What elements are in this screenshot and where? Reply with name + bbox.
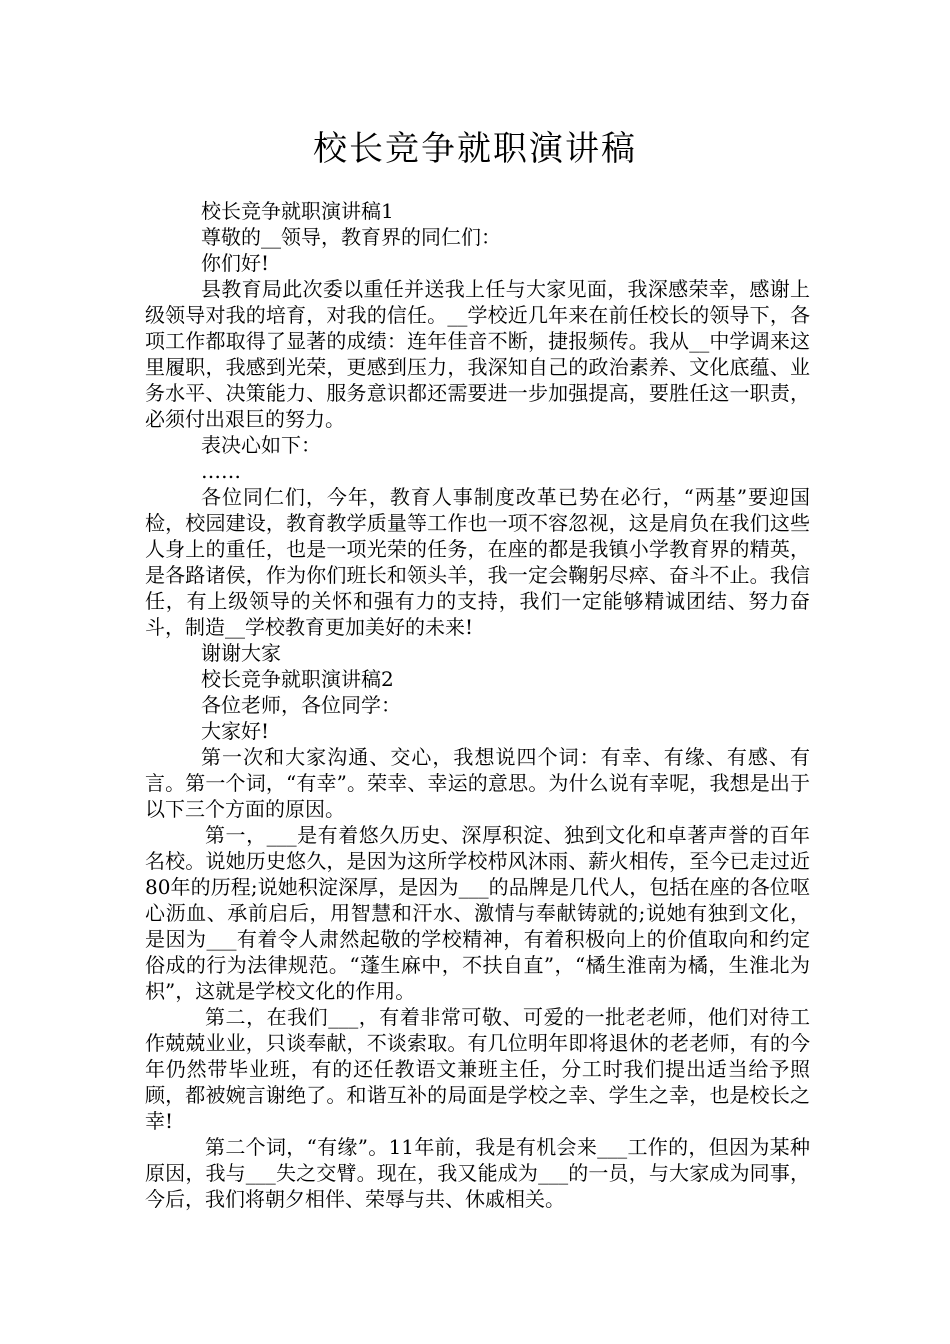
salutation: 尊敬的__领导，教育界的同仁们： [201, 225, 501, 249]
resolution-intro: 表决心如下： [201, 433, 321, 457]
body-paragraph: 县教育局此次委以重任并送我上任与大家见面，我深感荣幸，感谢上级领导对我的培育，对我的信任。__学校近几年来在前任校长的领导下，各项工作都取得了显著的成绩：连年佳音不断，捷报频传。我从__中学调来这里履职，我感到光荣，更感到压力，我深知自己的政治素养、文化底蕴、业务水平、决策能力、服务意识都还需要进一步加强提高，要胜任这一职责，必须付出艰巨的努力。 [145, 277, 810, 431]
body-paragraph: 第一次和大家沟通、交心，我想说四个词：有幸、有缘、有感、有言。第一个词，“有幸”。荣幸、幸运的意思。为什么说有幸呢，我想是出于以下三个方面的原因。 [145, 745, 810, 821]
document-body [145, 198, 810, 1212]
ellipsis: …… [201, 459, 241, 483]
body-paragraph: 各位同仁们，今年，教育人事制度改革已势在必行，“两基”要迎国检，校园建设，教育教学质量等工作也一项不容忽视，这是肩负在我们这些人身上的重任，也是一项光荣的任务，在座的都是我镇小学教育界的精英，是各路诸侯，作为你们班长和领头羊，我一定会鞠躬尽瘁、奋斗不止。我信任，有上级领导的关怀和强有力的支持，我们一定能够精诚团结、努力奋斗，制造__学校教育更加美好的未来! [145, 485, 810, 639]
body-paragraph: 第二，在我们___，有着非常可敬、可爱的一批老老师，他们对待工作兢兢业业，只谈奉献，不谈索取。有几位明年即将退休的老老师，有的今年仍然带毕业班，有的还任教语文兼班主任，分工时我们提出适当给予照顾，都被婉言谢绝了。和谐互补的局面是学校之幸、学生之幸，也是校长之幸! [145, 1005, 810, 1133]
closing-thanks: 谢谢大家 [201, 641, 281, 665]
speech-2-heading: 校长竞争就职演讲稿2 [201, 667, 394, 691]
body-paragraph: 第二个词，“有缘”。11年前，我是有机会来___工作的，但因为某种原因，我与___失之交臂。现在，我又能成为___的一员，与大家成为同事，今后，我们将朝夕相伴、荣辱与共、休戚相关。 [145, 1135, 810, 1211]
salutation: 各位老师，各位同学： [201, 693, 401, 717]
body-paragraph: 第一，___是有着悠久历史、深厚积淀、独到文化和卓著声誉的百年名校。说她历史悠久，是因为这所学校栉风沐雨、薪火相传，至今已走过近80年的历程;说她积淀深厚，是因为___的品牌是几代人，包括在座的各位呕心沥血、承前启后，用智慧和汗水、激情与奉献铸就的;说她有独到文化，是因为___有着令人肃然起敬的学校精神，有着积极向上的价值取向和约定俗成的行为法律规范。“蓬生麻中，不扶自直”，“橘生淮南为橘，生淮北为枳”，这就是学校文化的作用。 [145, 823, 810, 1003]
greeting: 大家好! [201, 719, 270, 743]
speech-1-heading: 校长竞争就职演讲稿1 [201, 199, 394, 223]
document-title: 校长竞争就职演讲稿 [313, 129, 637, 169]
greeting: 你们好! [201, 251, 270, 275]
